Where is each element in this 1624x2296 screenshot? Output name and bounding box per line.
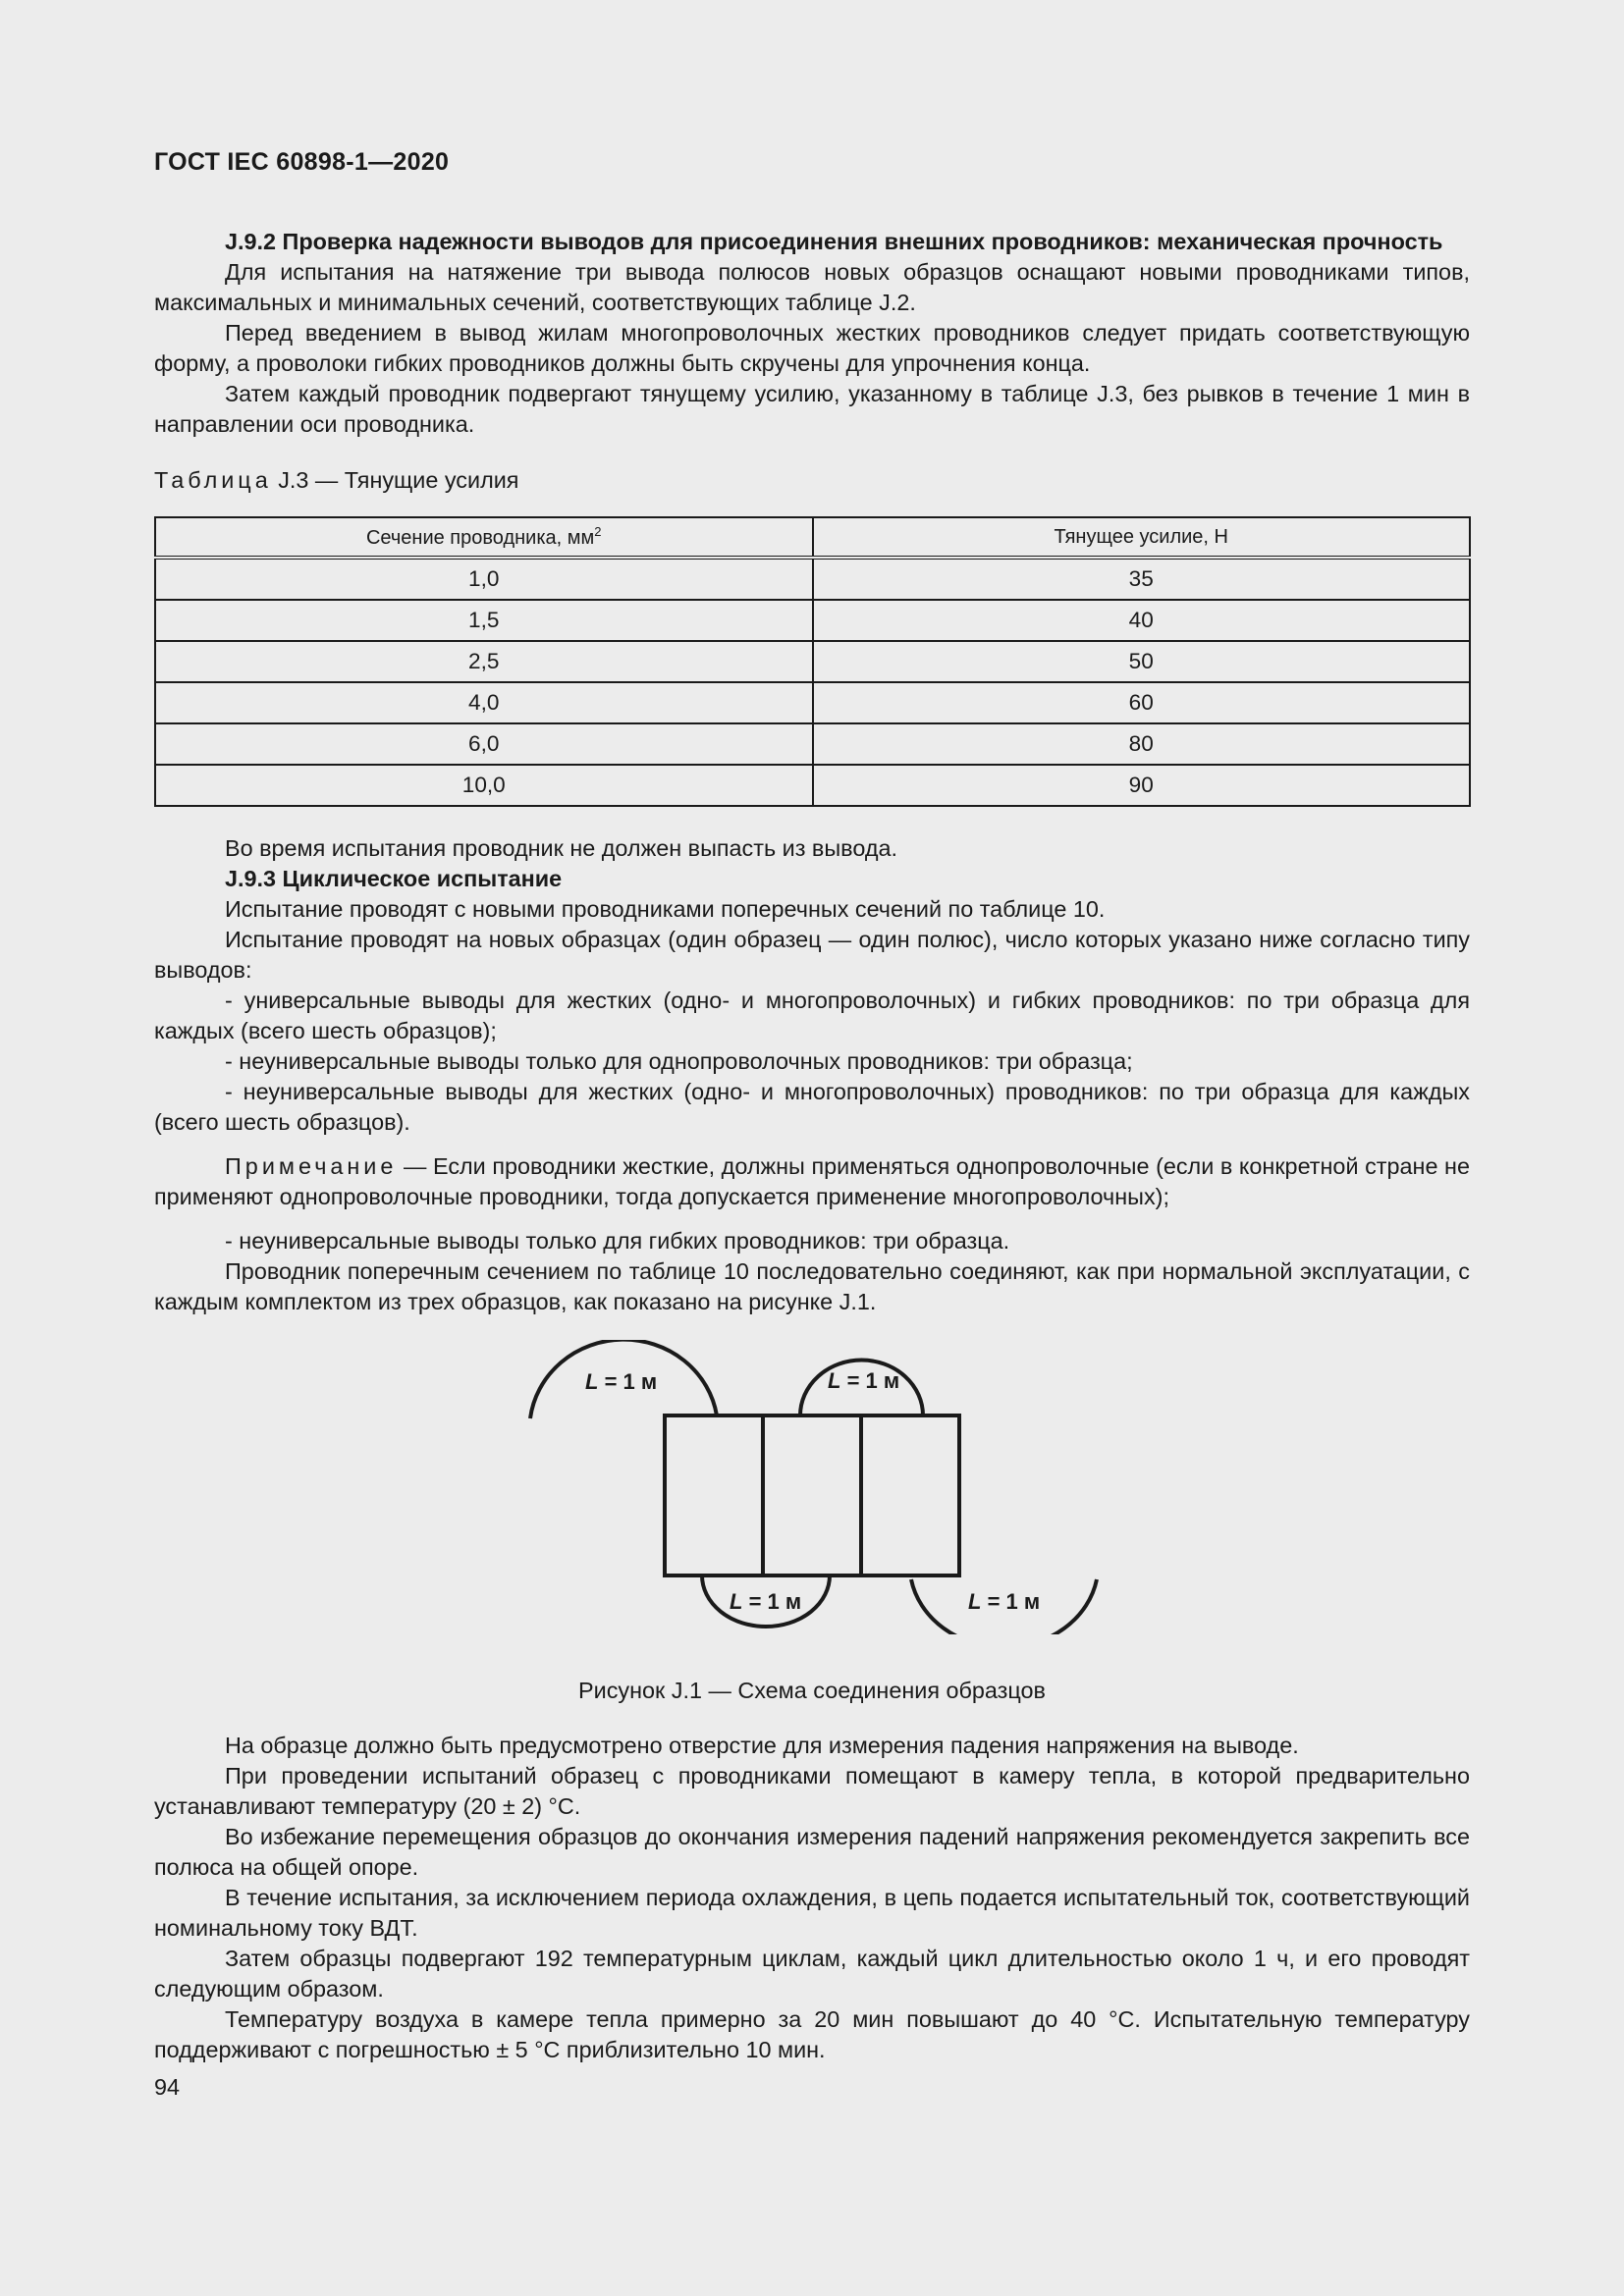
cell-section: 1,0 xyxy=(155,558,813,600)
paragraph: Затем образцы подвергают 192 температурным циклам, каждый цикл длительностью около 1 ч, и его проводят следующим образом. xyxy=(154,1946,1470,2002)
cell-section: 1,5 xyxy=(155,600,813,641)
table-row xyxy=(155,641,1470,682)
note-label: Примечание xyxy=(225,1153,398,1179)
paragraph: Испытание проводят с новыми проводниками поперечных сечений по таблице 10. xyxy=(225,896,1106,922)
note-text: — Если проводники жесткие, должны применяться однопроволочные (если в конкретной стране не применяют однопроволочные проводники, тогда допускается применение многопроволочных); xyxy=(154,1153,1470,1209)
section-j93 xyxy=(154,833,1470,1317)
page-number: 94 xyxy=(154,2074,181,2100)
list-item: - неуниверсальные выводы только для однопроволочных проводников: три образца; xyxy=(225,1048,1133,1074)
list-item: - неуниверсальные выводы для жестких (одно- и многопроволочных) проводников: по три образца для каждых (всего шесть образцов). xyxy=(154,1079,1470,1135)
table-row xyxy=(155,765,1470,806)
cell-force: 40 xyxy=(813,600,1471,641)
note xyxy=(154,1151,1470,1212)
list-item: - универсальные выводы для жестких (одно- и многопроволочных) и гибких проводников: по три образца для каждых (всего шесть образцов); xyxy=(154,988,1470,1043)
cell-force: 50 xyxy=(813,641,1471,682)
list-item: - неуниверсальные выводы только для гибких проводников: три образца. xyxy=(225,1228,1010,1254)
table-caption xyxy=(154,467,518,494)
loop-label-2: L = 1 м xyxy=(828,1368,900,1393)
section-heading: J.9.3 Циклическое испытание xyxy=(225,866,563,891)
paragraph: На образце должно быть предусмотрено отверстие для измерения падения напряжения на выводе. xyxy=(225,1733,1299,1758)
connection-diagram xyxy=(520,1340,1110,1634)
loop-label-3: L = 1 м xyxy=(730,1589,802,1614)
loop-label-1: L = 1 м xyxy=(585,1369,658,1394)
closing-section xyxy=(154,1731,1470,2065)
paragraph: Температуру воздуха в камере тепла примерно за 20 мин повышают до 40 °С. Испытательную температуру поддерживают с погрешностью ± 5 °С приблизительно 10 мин. xyxy=(154,2006,1470,2062)
paragraph: Для испытания на натяжение три вывода полюсов новых образцов оснащают новыми проводниками типов, максимальных и минимальных сечений, соответствующих таблице J.2. xyxy=(154,259,1470,315)
cell-section: 2,5 xyxy=(155,641,813,682)
cell-force: 60 xyxy=(813,682,1471,723)
section-j92 xyxy=(154,227,1470,440)
table-header-row xyxy=(155,517,1470,558)
document-header: ГОСТ IEC 60898-1—2020 xyxy=(154,148,450,176)
cell-force: 35 xyxy=(813,558,1471,600)
col-header-force: Тянущее усилие, Н xyxy=(813,517,1471,558)
sample-box-3 xyxy=(861,1415,959,1575)
figure-caption: Рисунок J.1 — Схема соединения образцов xyxy=(578,1678,1046,1703)
paragraph: Затем каждый проводник подвергают тянущему усилию, указанному в таблице J.3, без рывков в течение 1 мин в направлении оси проводника. xyxy=(154,381,1470,437)
paragraph: В течение испытания, за исключением периода охлаждения, в цепь подается испытательный ток, соответствующий номинальному току ВДТ. xyxy=(154,1885,1470,1941)
cell-section: 10,0 xyxy=(155,765,813,806)
cell-section: 4,0 xyxy=(155,682,813,723)
table-row xyxy=(155,600,1470,641)
section-heading: J.9.2 Проверка надежности выводов для присоединения внешних проводников: механическая прочность xyxy=(225,229,1443,254)
col-header-section: Сечение проводника, $мм^2$ xyxy=(155,517,813,558)
table-row xyxy=(155,723,1470,765)
paragraph: Перед введением в вывод жилам многопроволочных жестких проводников следует придать соответствующую форму, а проволоки гибких проводников должны быть скручены для упрочнения конца. xyxy=(154,320,1470,376)
cell-force: 80 xyxy=(813,723,1471,765)
cell-force: 90 xyxy=(813,765,1471,806)
paragraph: Испытание проводят на новых образцах (один образец — один полюс), число которых указано ниже согласно типу выводов: xyxy=(154,927,1470,983)
table-caption-text: J.3 — Тянущие усилия xyxy=(271,467,519,493)
connection-diagram-svg xyxy=(520,1340,1110,1634)
paragraph: Проводник поперечным сечением по таблице 10 последовательно соединяют, как при нормальной эксплуатации, с каждым комплектом из трех образцов, как показано на рисунке J.1. xyxy=(154,1258,1470,1314)
pull-force-table xyxy=(154,516,1471,807)
table-row xyxy=(155,558,1470,600)
paragraph: При проведении испытаний образец с проводниками помещают в камеру тепла, в которой предварительно устанавливают температуру (20 ± 2) °С. xyxy=(154,1763,1470,1819)
table-row xyxy=(155,682,1470,723)
loop-label-4: L = 1 м xyxy=(968,1589,1041,1614)
paragraph: Во избежание перемещения образцов до окончания измерения падений напряжения рекомендуется закрепить все полюса на общей опоре. xyxy=(154,1824,1470,1880)
table-caption-label: Таблица xyxy=(154,467,272,493)
sample-box-1 xyxy=(665,1415,763,1575)
cell-section: 6,0 xyxy=(155,723,813,765)
sample-box-2 xyxy=(763,1415,861,1575)
paragraph: Во время испытания проводник не должен выпасть из вывода. xyxy=(225,835,897,861)
